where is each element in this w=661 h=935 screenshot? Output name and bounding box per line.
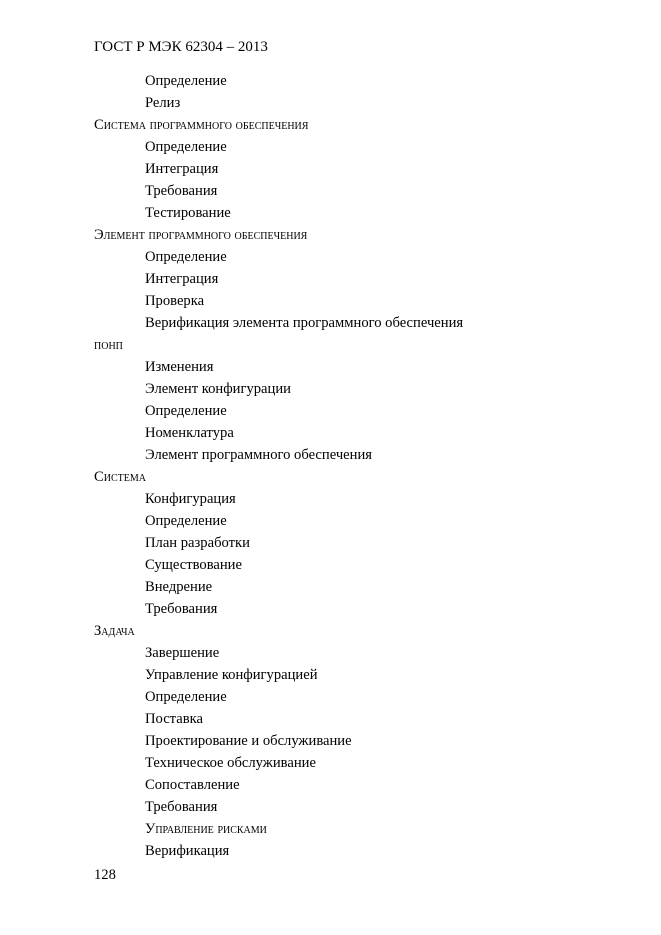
index-subentry: Определение [145,689,227,705]
index-subentry: Существование [145,557,242,573]
index-subentry: Определение [145,403,227,419]
index-subentry: Интеграция [145,271,219,287]
index-subentry: Элемент конфигурации [145,381,291,397]
index-subentry: Проверка [145,293,205,309]
index-subentry: Интеграция [145,161,219,177]
index-subentry: Номенклатура [145,425,234,441]
index-subentry: Проектирование и обслуживание [145,733,352,749]
index-subentry: Изменения [145,359,214,375]
index-subentry: Определение [145,249,227,265]
index-subentry: Управление рисками [145,821,267,837]
index-heading: Элемент программного обеспечения [94,227,308,243]
index-heading: понп [94,337,123,353]
index-subentry: Определение [145,73,227,89]
index-heading: Задача [94,623,135,639]
index-subentry: Верификация элемента программного обеспечения [145,315,464,331]
index-subentry: Конфигурация [145,491,236,507]
index-subentry: План разработки [145,535,250,551]
document-header: ГОСТ Р МЭК 62304 – 2013 [94,39,268,55]
index-subentry: Управление конфигурацией [145,667,318,683]
index-subentry: Требования [145,183,218,199]
index-subentry: Внедрение [145,579,213,595]
index-subentry: Поставка [145,711,203,727]
index-subentry: Релиз [145,95,181,111]
index-subentry: Сопоставление [145,777,240,793]
page-number: 128 [94,867,116,883]
index-subentry: Требования [145,799,218,815]
index-subentry: Определение [145,513,227,529]
index-subentry: Техническое обслуживание [145,755,316,771]
index-subentry: Завершение [145,645,220,661]
index-heading: Система [94,469,146,485]
index-subentry: Верификация [145,843,230,859]
index-subentry: Элемент программного обеспечения [145,447,372,463]
index-subentry: Требования [145,601,218,617]
index-heading: Система программного обеспечения [94,117,309,133]
index-subentry: Тестирование [145,205,231,221]
index-entries [0,70,661,862]
index-subentry: Определение [145,139,227,155]
